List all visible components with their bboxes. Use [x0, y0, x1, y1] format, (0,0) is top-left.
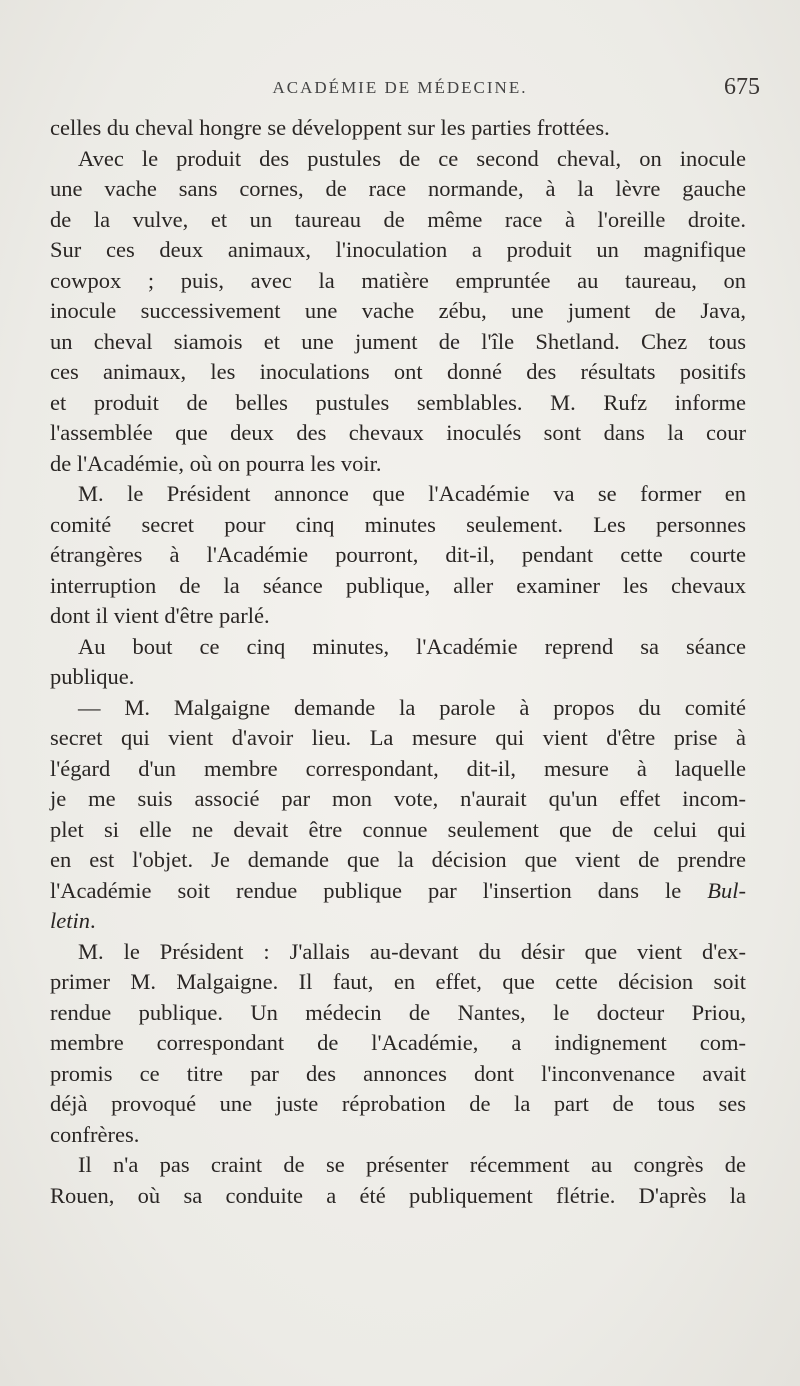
text-line: en est l'objet. Je demande que la décision que vient de prendre	[50, 847, 746, 872]
text-line: l'assemblée que deux des chevaux inoculés sont dans la cour	[50, 420, 746, 445]
text-line: de l'Académie, où on pourra les voir.	[50, 450, 382, 476]
text-line: — M. Malgaigne demande la parole à propos du comité	[78, 694, 746, 720]
text-line: Rouen, où sa conduite a été publiquement flétrie. D'après la	[50, 1182, 746, 1208]
text-line: confrères.	[50, 1121, 140, 1147]
running-title: ACADÉMIE DE MÉDECINE.	[272, 78, 528, 97]
text-line: plet si elle ne devait être connue seulement que de celui qui	[50, 816, 746, 842]
text-line: déjà provoqué une juste réprobation de la part de tous ses	[50, 1091, 746, 1116]
text-line: publique.	[50, 664, 135, 689]
text-line: l'égard d'un membre correspondant, dit-il, mesure à laquelle	[50, 755, 746, 781]
text-line: une vache sans cornes, de race normande, à la lèvre gauche	[50, 176, 746, 201]
text-line: comité secret pour cinq minutes seulement. Les personnes	[50, 511, 746, 537]
text-line: M. le Président annonce que l'Académie va se former en	[78, 481, 746, 506]
paragraph-5	[50, 693, 746, 937]
text-line: et produit de belles pustules semblables. M. Rufz informe	[50, 389, 746, 415]
text-line: un cheval siamois et une jument de l'île Shetland. Chez tous	[50, 328, 746, 354]
text-line: l'Académie soit rendue publique par l'insertion dans le	[50, 877, 682, 903]
text-line: celles du cheval hongre se développent sur les parties frottées.	[50, 115, 610, 140]
body-text	[50, 113, 746, 1211]
text-line: cowpox ; puis, avec la matière empruntée au taureau, on	[50, 267, 746, 293]
punctuation: .	[90, 908, 96, 933]
text-line: Sur ces deux animaux, l'inoculation a produit un magnifique	[50, 237, 746, 262]
text-line: de la vulve, et un taureau de même race à l'oreille droite.	[50, 206, 746, 232]
italic-word: letin	[50, 908, 90, 933]
text-line: Au bout ce cinq minutes, l'Académie reprend sa séance	[78, 633, 746, 659]
italic-word: Bul-	[707, 877, 746, 903]
text-line: étrangères à l'Académie pourront, dit-il, pendant cette courte	[50, 542, 746, 567]
text-line-with-italic	[50, 906, 746, 937]
paragraph-4	[50, 632, 746, 693]
text-line: M. le Président : J'allais au-devant du désir que vient d'ex-	[78, 938, 746, 964]
text-line: ces animaux, les inoculations ont donné des résultats positifs	[50, 359, 746, 384]
text-line: inocule successivement une vache zébu, une jument de Java,	[50, 298, 746, 323]
text-line: Il n'a pas craint de se présenter récemment au congrès de	[78, 1152, 746, 1177]
text-line: membre correspondant de l'Académie, a indignement com-	[50, 1030, 746, 1055]
paragraph-2	[50, 144, 746, 480]
paragraph-7	[50, 1150, 746, 1211]
running-head	[40, 74, 760, 112]
paragraph-1	[50, 113, 746, 144]
page-number: 675	[724, 74, 760, 100]
text-line: rendue publique. Un médecin de Nantes, le docteur Priou,	[50, 999, 746, 1025]
text-line: Avec le produit des pustules de ce second cheval, on inocule	[78, 145, 746, 171]
paragraph-6	[50, 937, 746, 1151]
text-line: primer M. Malgaigne. Il faut, en effet, que cette décision soit	[50, 969, 746, 994]
text-line: interruption de la séance publique, aller examiner les chevaux	[50, 572, 746, 598]
paragraph-3	[50, 479, 746, 632]
text-line: je me suis associé par mon vote, n'aurait qu'un effet incom-	[50, 786, 746, 811]
text-line: promis ce titre par des annonces dont l'inconvenance avait	[50, 1060, 746, 1086]
text-line: dont il vient d'être parlé.	[50, 603, 270, 628]
text-line-with-italic	[50, 876, 746, 907]
text-line: secret qui vient d'avoir lieu. La mesure qui vient d'être prise à	[50, 725, 746, 750]
